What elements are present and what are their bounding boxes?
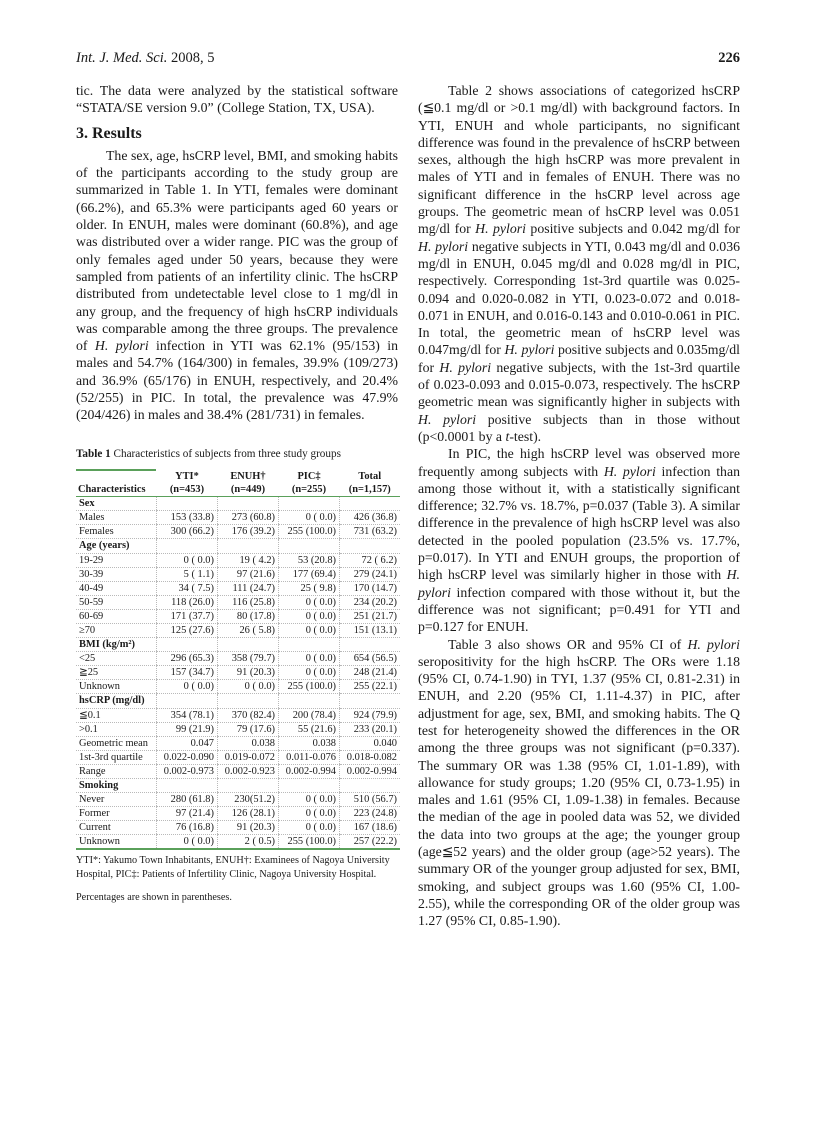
- table-row: [76, 609, 400, 623]
- table-cell: 0.002-0.923: [217, 764, 278, 778]
- table-cell: 0.002-0.973: [156, 764, 217, 778]
- section-label: Sex: [76, 497, 156, 511]
- table-cell: 153 (33.8): [156, 511, 217, 525]
- paragraph-or: Table 3 also shows OR and 95% CI of H. pylori seropositivity for the high hsCRP. The ORs were 1.18 (95% CI, 0.74-1.90) in TYI, 1.37 (95% CI, 0.81-2.31) in ENUH, and 2.20 (95% CI, 1.11-4.37) in PIC, after adjustment for age, sex, BMI, and smoking habits. The Q test for heterogeneity showed the differences in the OR among the three groups was not significant (p=0.337). The summary OR was 1.38 (95% CI, 1.01-1.89), with allowance for study groups; 1.20 (95% CI, 0.73-1.95) in males and 1.61 (95% CI, 1.09-1.38) in females. Because the median of the age in pooled data was 52, we divided the data into two groups at the age; the younger group (age≦52 years) and the older group (age>52 years). The summary OR of the younger group adjusted for sex, BMI, smoking, and subject groups was 1.60 (95% CI, 1.00-2.55), while the corresponding OR of the older group was 1.27 (95% CI, 0.85-1.90).: [418, 636, 740, 929]
- col-total: Total: [358, 470, 382, 482]
- table-cell: 72 ( 6.2): [340, 553, 401, 567]
- table-cell: 116 (25.8): [217, 595, 278, 609]
- row-label: Former: [76, 807, 156, 821]
- table-row: [76, 567, 400, 581]
- page-number: 226: [718, 50, 740, 66]
- table-cell: 510 (56.7): [340, 793, 401, 807]
- table-cell: 157 (34.7): [156, 666, 217, 680]
- table-cell: 97 (21.4): [156, 807, 217, 821]
- table-row: [76, 553, 400, 567]
- table-cell: 0 ( 0.0): [278, 652, 339, 666]
- table-cell: 151 (13.1): [340, 623, 401, 637]
- table-row: [76, 736, 400, 750]
- journal-name: Int. J. Med. Sci. 2008, 5: [76, 50, 215, 66]
- table-cell: 19 ( 4.2): [217, 553, 278, 567]
- table-cell: 279 (24.1): [340, 567, 401, 581]
- table-cell: 0.011-0.076: [278, 750, 339, 764]
- table-cell: 0 ( 0.0): [217, 680, 278, 694]
- col-characteristics: Characteristics: [76, 483, 156, 497]
- col-yti: YTI*: [175, 470, 199, 482]
- table-row: [76, 793, 400, 807]
- table-cell: 55 (21.6): [278, 722, 339, 736]
- row-label: Unknown: [76, 680, 156, 694]
- table-cell: 97 (21.6): [217, 567, 278, 581]
- col-pic-n: (n=255): [278, 483, 339, 497]
- row-label: Range: [76, 764, 156, 778]
- section-row: [76, 539, 400, 553]
- table-row: [76, 750, 400, 764]
- table-cell: 280 (61.8): [156, 793, 217, 807]
- table-cell: 0.018-0.082: [340, 750, 401, 764]
- table-cell: 0.038: [217, 736, 278, 750]
- table-cell: 170 (14.7): [340, 581, 401, 595]
- row-label: 50-59: [76, 595, 156, 609]
- table-cell: 176 (39.2): [217, 525, 278, 539]
- row-label: ≥70: [76, 623, 156, 637]
- table-cell: 0 ( 0.0): [156, 553, 217, 567]
- table-cell: 5 ( 1.1): [156, 567, 217, 581]
- table-cell: 255 (100.0): [278, 680, 339, 694]
- section-row: [76, 497, 400, 511]
- table-cell: 354 (78.1): [156, 708, 217, 722]
- section-row: [76, 638, 400, 652]
- table-cell: 358 (79.7): [217, 652, 278, 666]
- row-label: 1st-3rd quartile: [76, 750, 156, 764]
- section-label: Smoking: [76, 779, 156, 793]
- table-row: [76, 722, 400, 736]
- table-row: [76, 595, 400, 609]
- col-total-n: (n=1,157): [340, 483, 401, 497]
- col-enuh: ENUH†: [230, 470, 266, 482]
- table-cell: 125 (27.6): [156, 623, 217, 637]
- section-label: BMI (kg/m²): [76, 638, 156, 652]
- table-cell: 234 (20.2): [340, 595, 401, 609]
- table-cell: 99 (21.9): [156, 722, 217, 736]
- table-cell: 0.019-0.072: [217, 750, 278, 764]
- table-row: [76, 708, 400, 722]
- table-cell: 0 ( 0.0): [278, 595, 339, 609]
- table-cell: 0 ( 0.0): [278, 793, 339, 807]
- table-cell: 0.040: [340, 736, 401, 750]
- table-cell: 53 (20.8): [278, 553, 339, 567]
- table-row: [76, 835, 400, 850]
- paragraph-pic: In PIC, the high hsCRP level was observed more frequently among subjects with H. pylori infection than among those without it, with a statistically significant difference; 32.7% vs. 18.7%, p=0.037 (Table 3). A similar difference in the prevalence of high hsCRP level was also detected in the pooled population (23.5% vs. 17.7%, p=0.017). In YTI and ENUH groups, the proportion of high hsCRP level was similarly higher in those with H. pylori infection compared with those without it, but the difference was not significant; p=0.491 for YTI and p=0.127 for ENUH.: [418, 446, 740, 635]
- table-cell: 251 (21.7): [340, 609, 401, 623]
- table-cell: 25 ( 9.8): [278, 581, 339, 595]
- table-cell: 0 ( 0.0): [278, 807, 339, 821]
- col-enuh-n: (n=449): [217, 483, 278, 497]
- row-label: ≦0.1: [76, 708, 156, 722]
- table-cell: 171 (37.7): [156, 609, 217, 623]
- row-label: 30-39: [76, 567, 156, 581]
- row-label: Unknown: [76, 835, 156, 850]
- section-label: Age (years): [76, 539, 156, 553]
- table-cell: 91 (20.3): [217, 821, 278, 835]
- table-cell: 300 (66.2): [156, 525, 217, 539]
- table-cell: 118 (26.0): [156, 595, 217, 609]
- table-cell: 2 ( 0.5): [217, 835, 278, 850]
- right-column: [418, 82, 740, 930]
- table-row: [76, 623, 400, 637]
- section-title: 3. Results: [76, 124, 142, 142]
- characteristics-table: [76, 469, 400, 851]
- table-cell: 111 (24.7): [217, 581, 278, 595]
- table-cell: 273 (60.8): [217, 511, 278, 525]
- table-cell: 233 (20.1): [340, 722, 401, 736]
- row-label: ≧25: [76, 666, 156, 680]
- table-cell: 26 ( 5.8): [217, 623, 278, 637]
- table-cell: 255 (100.0): [278, 835, 339, 850]
- table-cell: 34 ( 7.5): [156, 581, 217, 595]
- row-label: Current: [76, 821, 156, 835]
- row-label: Geometric mean: [76, 736, 156, 750]
- table-cell: 0 ( 0.0): [278, 623, 339, 637]
- table-row: [76, 581, 400, 595]
- table-cell: 370 (82.4): [217, 708, 278, 722]
- table-cell: 0.047: [156, 736, 217, 750]
- table-cell: 79 (17.6): [217, 722, 278, 736]
- results-paragraph: The sex, age, hsCRP level, BMI, and smoking habits of the participants according to the study group are summarized in Table 1. In YTI, females were dominant (66.2%), and 65.3% were participants aged 60 years or older. In ENUH, males were dominant (60.8%), and age was distributed over a wider range. PIC was the group of only females aged under 50 years, because they were sampled from patients of an infertility clinic. The hsCRP distributed from undetectable level close to 1 mg/dl in any group, and the frequency of high hsCRP individuals was comparable among the three groups. The prevalence of H. pylori infection in YTI was 62.1% (95/153) in males and 54.7% (164/300) in females, 39.9% (109/273) and 36.9% (65/176) in ENUH, respectively, and 20.4% (52/255) in PIC. In total, the prevalence was 47.9% (204/426) in males and 38.4% (281/731) in females.: [76, 147, 398, 423]
- paragraph-continued: tic. The data were analyzed by the statistical software “STATA/SE version 9.0” (College Station, TX, USA).: [76, 83, 398, 116]
- table-cell: 0 ( 0.0): [278, 821, 339, 835]
- table-cell: 126 (28.1): [217, 807, 278, 821]
- table-cell: 0.002-0.994: [278, 764, 339, 778]
- table-cell: 255 (22.1): [340, 680, 401, 694]
- table-cell: 0 ( 0.0): [156, 680, 217, 694]
- section-label: hsCRP (mg/dl): [76, 694, 156, 708]
- table-row: [76, 652, 400, 666]
- section-row: [76, 779, 400, 793]
- table-cell: 426 (36.8): [340, 511, 401, 525]
- col-yti-n: (n=453): [156, 483, 217, 497]
- col-pic: PIC‡: [297, 470, 321, 482]
- table-cell: 223 (24.8): [340, 807, 401, 821]
- running-header: [76, 50, 740, 70]
- table-cell: 248 (21.4): [340, 666, 401, 680]
- table-cell: 0 ( 0.0): [156, 835, 217, 850]
- table-cell: 255 (100.0): [278, 525, 339, 539]
- table-cell: 200 (78.4): [278, 708, 339, 722]
- table-cell: 0 ( 0.0): [278, 511, 339, 525]
- table-cell: 230(51.2): [217, 793, 278, 807]
- paragraph-table2: Table 2 shows associations of categorized hsCRP (≦0.1 mg/dl or >0.1 mg/dl) with background factors. In YTI, ENUH and whole participants, no significant difference was found in the prevalence of hsCRP between sexes, although the high hsCRP was more prevalent in males of YTI and in females of ENUH. There was no significant difference in the hsCRP level across age groups. The geometric mean of hsCRP level was 0.051 mg/dl for H. pylori positive subjects and 0.042 mg/dl for H. pylori negative subjects in YTI, 0.043 mg/dl and 0.036 mg/dl in ENUH, 0.045 mg/dl and 0.028 mg/dl in PIC, respectively. Corresponding 1st-3rd quartile was 0.025-0.094 and 0.020-0.082 in YTI, 0.023-0.072 and 0.018-0.071 in ENUH, and 0.016-0.143 and 0.010-0.061 in PIC. In total, the geometric mean of hsCRP level was 0.047mg/dl for H. pylori positive subjects and 0.035mg/dl for H. pylori negative subjects, with the 1st-3rd quartile of 0.023-0.093 and 0.015-0.073, respectively. The hsCRP geometric mean was significantly higher in subjects with H. pylori positive subjects than in those without (p<0.0001 by a t-test).: [418, 83, 740, 444]
- table-row: [76, 764, 400, 778]
- table-cell: 257 (22.2): [340, 835, 401, 850]
- row-label: 60-69: [76, 609, 156, 623]
- table-footnote: YTI*: Yakumo Town Inhabitants, ENUH†: Examinees of Nagoya University Hospital, PIC‡: Patients of Infertility Clinic, Nagoya University Hospital.: [76, 855, 390, 880]
- table-cell: 167 (18.6): [340, 821, 401, 835]
- table-row: [76, 807, 400, 821]
- table-cell: 731 (63.2): [340, 525, 401, 539]
- journal-year: 2008, 5: [167, 50, 215, 66]
- table-cell: 0 ( 0.0): [278, 666, 339, 680]
- row-label: <25: [76, 652, 156, 666]
- row-label: >0.1: [76, 722, 156, 736]
- table-row: [76, 666, 400, 680]
- table-row: [76, 525, 400, 539]
- table-cell: 0.022-0.090: [156, 750, 217, 764]
- table-cell: 924 (79.9): [340, 708, 401, 722]
- row-label: 19-29: [76, 553, 156, 567]
- table-row: [76, 511, 400, 525]
- table-caption: Table 1 Characteristics of subjects from three study groups: [76, 447, 341, 460]
- table-cell: 0 ( 0.0): [278, 609, 339, 623]
- table-row: [76, 821, 400, 835]
- table-cell: 296 (65.3): [156, 652, 217, 666]
- section-row: [76, 694, 400, 708]
- table-row: [76, 680, 400, 694]
- table-cell: 80 (17.8): [217, 609, 278, 623]
- table-footnote-percent: Percentages are shown in parentheses.: [76, 892, 232, 904]
- row-label: 40-49: [76, 581, 156, 595]
- row-label: Females: [76, 525, 156, 539]
- left-column: [76, 82, 398, 907]
- row-label: Males: [76, 511, 156, 525]
- table-cell: 76 (16.8): [156, 821, 217, 835]
- row-label: Never: [76, 793, 156, 807]
- table-cell: 91 (20.3): [217, 666, 278, 680]
- table-cell: 0.038: [278, 736, 339, 750]
- table-cell: 0.002-0.994: [340, 764, 401, 778]
- table-cell: 654 (56.5): [340, 652, 401, 666]
- table-cell: 177 (69.4): [278, 567, 339, 581]
